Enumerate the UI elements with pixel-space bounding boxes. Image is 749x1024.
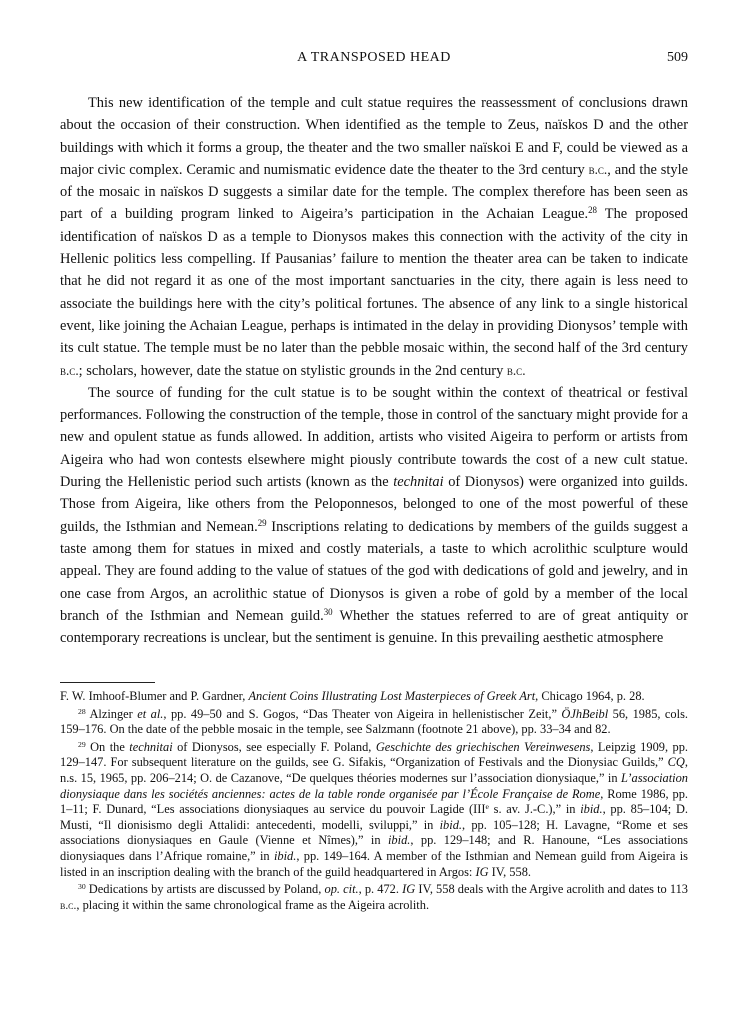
text-run: , p. 472.: [358, 882, 403, 897]
running-head: A TRANSPOSED HEAD: [297, 50, 451, 65]
italic-term: technitai: [393, 474, 444, 491]
text-run: Inscriptions relating to dedications by members of the guilds suggest a taste among them for statues in mixed and costly materials, a taste to which acrolithic sculpture would appeal. They are found adding to the value of statues of the god with dedications of gold and jewelry, and in one case from Argos, an acrolithic statue of Dionysos is given a robe of gold by a member of the local branch of the Isthmian and Nemean guild.: [60, 518, 688, 624]
text-run: , Chicago 1964, p. 28.: [535, 689, 645, 703]
text-run: , pp. 49–50 and S. Gogos, “Das Theater von Aigeira in hellenistischer Zeit,”: [163, 706, 562, 721]
footnote-ref-30[interactable]: 30: [323, 606, 333, 617]
italic-title: CQ: [667, 755, 685, 770]
footnote-divider: [60, 682, 155, 683]
italic-term: et al.: [137, 706, 164, 721]
paragraph-2: [60, 382, 688, 650]
text-run: s. av. J.-C.),” in: [488, 802, 581, 817]
footnote-ref-29[interactable]: 29: [257, 517, 267, 528]
italic-title: L’association dionysiaque dans les sociétés anciennes: actes de la table ronde organisée par l’École Française de Rome: [60, 770, 688, 801]
text-run: , pp. 105–128; H. Lavagne, “Rome et ses associations dionysiaques en Gaule (Vienne et Nîmes),” in: [60, 817, 688, 848]
text-run: , pp. 149–164. A member of the Isthmian and Nemean guild from Aigeira is listed in an inscription dealing with the branch of the guild headquartered in Argos:: [60, 848, 688, 879]
text-run: IV, 558.: [488, 864, 531, 879]
footnotes: [60, 689, 688, 916]
text-run: of Dionysos, see especially F. Poland,: [172, 739, 376, 754]
footnote-ref-28[interactable]: 28: [588, 205, 597, 216]
footnote-30: [60, 882, 688, 914]
text-run: The proposed identification of naïskos D as a temple to Dionysos makes this connection with the activity of the city in Hellenic politics less compelling. If Pausanias’ failure to mention the theater area can be taken to indicate that he did not regard it as one of the most important sanctuaries in the city, there again is less need to associate the buildings here with the city’s political fortunes. The absence of any link to a single historical event, like joining the Achaian League, perhaps is intimated in the delay in providing Dionysos’ temple with its cult statue. The temple must be no later than the pebble mosaic within, the second half of the 3rd century: [60, 206, 688, 357]
italic-title: IG: [475, 864, 489, 879]
italic-term: technitai: [129, 739, 173, 754]
italic-title: IG: [402, 882, 416, 897]
text-run: , Leipzig 1909, pp. 129–147. For subsequent literature on the guilds, see G. Sifakis, “Organization of Festivals and the Dionysiac Guilds,”: [60, 739, 688, 770]
superscript: e: [485, 801, 489, 811]
text-run: , Rome 1986, pp. 1–11; F. Dunard, “Les associations dionysiaques au service du pouvoir Lagide (III: [60, 786, 689, 817]
footnote-number: 30: [78, 881, 86, 891]
footnote-28: [60, 707, 688, 738]
era-abbrev: b.c.: [588, 161, 608, 177]
text-run: Dedications by artists are discussed by Poland,: [85, 882, 325, 897]
italic-title: Ancient Coins Illustrating Lost Masterpieces of Greek Art: [248, 689, 536, 703]
text-run: , pp. 85–104; D. Musti, “Il dionisismo degli Attalidi: antecedenti, modelli, sviluppi,” in: [60, 802, 688, 832]
text-run: On the: [85, 739, 130, 754]
footnote-number: 29: [78, 739, 86, 749]
era-abbrev: b.c.: [60, 899, 77, 912]
era-abbrev: b.c.: [506, 362, 526, 378]
text-run: This new identification of the temple and cult statue requires the reassessment of conclusions drawn about the occasion of their construction. When identified as the temple to Zeus, naïskos D and the other buildings with which it forms a group, the theater and the two smaller naïskoi E and F, could be viewed as a major civic complex. Ceramic and numismatic evidence date the theater to the 3rd century: [60, 95, 688, 178]
page-number: 509: [667, 50, 688, 65]
italic-title: Geschichte des griechischen Vereinwesens: [375, 739, 591, 754]
text-run: The source of funding for the cult statue is to be sought within the context of theatrical or festival performances. Following the construction of the temple, those in control of the sanctuary might provide for a new and opulent statue as funds allowed. In addition, artists who visited Aigeira to perform or artists from Aigeira who had won contests elsewhere might piously contribute towards the cost of a new cult statue. During the Hellenistic period such artists (known as the: [60, 384, 688, 491]
text-run: Alzinger: [85, 706, 138, 721]
paragraph-1: [60, 92, 688, 382]
text-run: Whether the statues referred to are of great antiquity or contemporary recreations is unclear, but the sentiment is genuine. In this prevailing aesthetic atmosphere: [60, 607, 688, 647]
text-run: IV, 558 deals with the Argive acrolith and dates to 113: [415, 882, 688, 897]
footnote-29: [60, 740, 688, 880]
italic-title: ÖJhBeibl: [561, 706, 609, 721]
italic-term: ibid.: [439, 817, 462, 832]
italic-term: ibid.: [387, 833, 411, 848]
footnote-number: 28: [78, 706, 86, 716]
text-run: , n.s. 15, 1965, pp. 206–214; O. de Cazanove, “De quelques théories modernes sur l’association dionysiaque,” in: [60, 755, 688, 785]
italic-term: op. cit.: [324, 882, 359, 897]
text-run: , pp. 129–148; and R. Hanoune, “Les associations dionysiaques dans l’Afrique romaine,” in: [60, 833, 688, 863]
text-run: , and the style of the mosaic in naïskos D suggests a similar date for the temple. The complex therefore has been seen as part of a building program linked to Aigeira’s participation in the Achaian League.: [60, 161, 688, 223]
page-header: [60, 50, 688, 72]
text-run: ; scholars, however, date the statue on stylistic grounds in the 2nd century: [78, 362, 507, 379]
text-run: of Dionysos) were organized into guilds. Those from Aigeira, like others from the Peloponnesos, belonged to one of the most powerful of these guilds, the Isthmian and Nemean.: [60, 474, 689, 535]
text-run: F. W. Imhoof-Blumer and P. Gardner,: [60, 689, 249, 703]
text-run: , placing it within the same chronological frame as the Aigeira acrolith.: [76, 897, 430, 912]
italic-term: ibid.: [580, 802, 603, 817]
italic-term: ibid.: [273, 848, 297, 863]
text-run: 56, 1985, cols. 159–176. On the date of the pebble mosaic in the temple, see Salzmann (footnote 21 above), pp. 33–34 and 82.: [60, 706, 688, 737]
era-abbrev: b.c.: [60, 362, 79, 378]
main-text: [60, 92, 688, 649]
footnote-continued: [60, 689, 688, 705]
